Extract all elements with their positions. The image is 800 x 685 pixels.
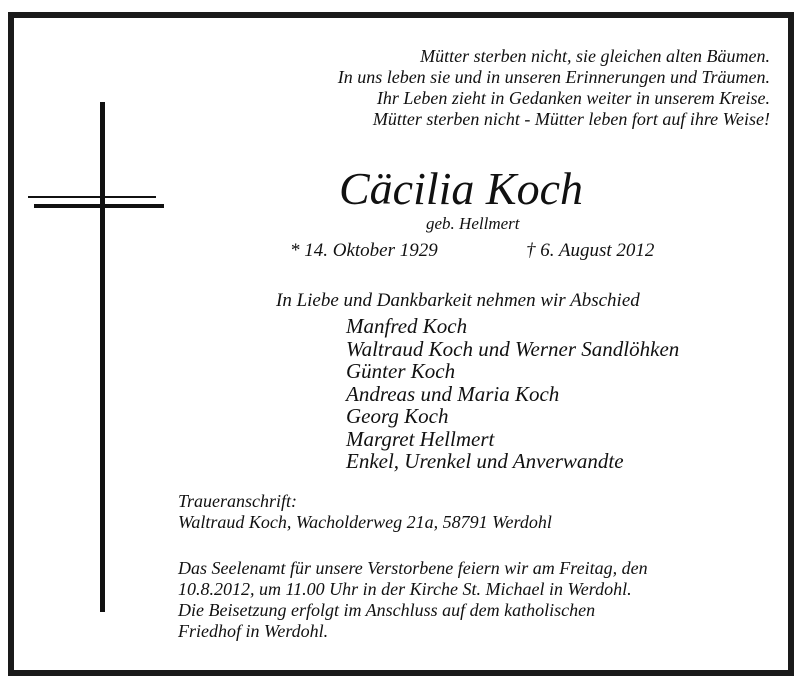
address-label: Traueranschrift: xyxy=(178,491,298,511)
mourner-name: Enkel, Urenkel und Anverwandte xyxy=(346,449,624,473)
poem-line: Mütter sterben nicht - Mütter leben fort auf ihre Weise! xyxy=(372,109,770,129)
mourner-name: Andreas und Maria Koch xyxy=(346,381,560,406)
death-date: † 6. August 2012 xyxy=(526,240,655,261)
service-line: 10.8.2012, um 11.00 Uhr in der Kirche St. Michael in Werdohl. xyxy=(178,579,632,599)
mourner-list xyxy=(346,315,679,473)
deceased-name: Cäcilia Koch xyxy=(338,163,584,214)
farewell-intro: In Liebe und Dankbarkeit nehmen wir Abschied xyxy=(276,290,640,311)
mourner-name: Manfred Koch xyxy=(346,314,468,338)
mourner-name: Waltraud Koch und Werner Sandlöhken xyxy=(346,336,680,361)
mourner-name: Günter Koch xyxy=(346,359,456,383)
service-line: Die Beisetzung erfolgt im Anschluss auf dem katholischen xyxy=(178,600,596,620)
service-info xyxy=(178,558,648,642)
mourner-name: Margret Hellmert xyxy=(346,426,495,451)
poem-line: Mütter sterben nicht, sie gleichen alten Bäumen. xyxy=(420,46,770,66)
mourner-name: Georg Koch xyxy=(346,404,449,428)
maiden-name: geb. Hellmert xyxy=(426,214,520,233)
obituary-frame xyxy=(8,12,794,676)
poem xyxy=(338,46,770,130)
birth-date: * 14. Oktober 1929 xyxy=(290,240,438,261)
service-line: Friedhof in Werdohl. xyxy=(178,621,329,641)
mourning-address xyxy=(178,491,552,533)
service-line: Das Seelenamt für unsere Verstorbene feiern wir am Freitag, den xyxy=(178,558,648,578)
poem-line: In uns leben sie und in unseren Erinnerungen und Träumen. xyxy=(337,67,770,87)
poem-line: Ihr Leben zieht in Gedanken weiter in unserem Kreise. xyxy=(376,88,770,108)
address-value: Waltraud Koch, Wacholderweg 21a, 58791 Werdohl xyxy=(178,512,552,532)
